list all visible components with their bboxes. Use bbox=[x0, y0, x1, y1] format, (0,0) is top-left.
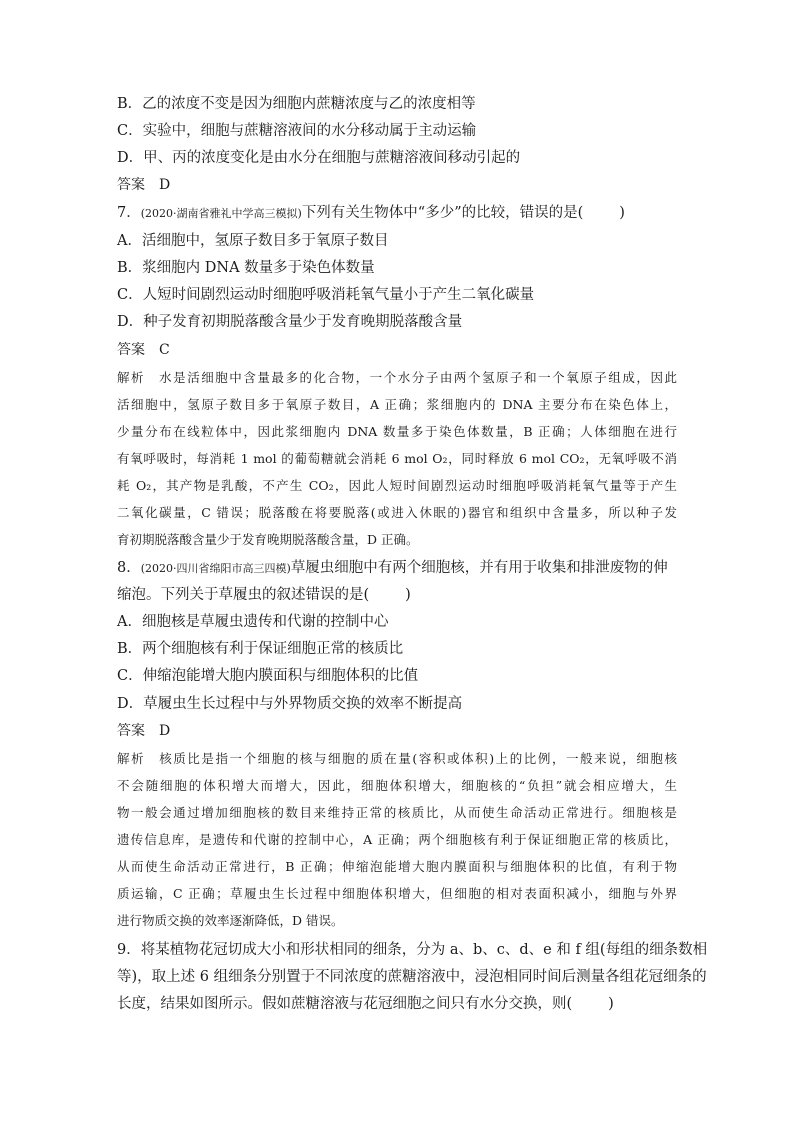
q8-stem-text-2: 缩泡。下列关于草履虫的叙述错误的是( bbox=[117, 587, 370, 603]
q8-option-b: B．两个细胞核有利于保证细胞正常的核质比 bbox=[117, 641, 404, 657]
q7-explanation-line: 解析 水是活细胞中含量最多的化合物，一个水分子由两个氢原子和一个氧原子组成，因此 bbox=[117, 370, 677, 385]
q7-stem bbox=[117, 203, 625, 224]
q7-stem-close: ) bbox=[619, 205, 625, 221]
q8-option-c: C．伸缩泡能增大胞内膜面积与细胞体积的比值 bbox=[117, 668, 419, 684]
q7-explanation-line: 二氧化碳量，C 错误；脱落酸在将要脱落(或进入休眠的)器官和组织中含量多，所以种子发 bbox=[117, 505, 677, 520]
q8-number: 8． bbox=[117, 560, 141, 576]
q9-stem-line3 bbox=[117, 994, 614, 1014]
q7-explanation-line: 育初期脱落酸含量少于发育晚期脱落酸含量，D 正确。 bbox=[117, 532, 419, 547]
q7-answer: 答案 C bbox=[117, 342, 170, 358]
q8-stem-text: 草履虫细胞中有两个细胞核，并有用于收集和排泄废物的伸 bbox=[290, 560, 668, 576]
q8-stem-close: ) bbox=[405, 587, 411, 603]
q7-explanation-line: 活细胞中，氢原子数目多于氧原子数目，A 正确；浆细胞内的 DNA 主要分布在染色体上， bbox=[117, 397, 677, 412]
q6-option-d: D．甲、丙的浓度变化是由水分在细胞与蔗糖溶液间移动引起的 bbox=[117, 150, 521, 166]
q7-option-a: A．活细胞中，氢原子数目多于氧原子数目 bbox=[117, 233, 389, 249]
q7-option-d: D．种子发育初期脱落酸含量少于发育晚期脱落酸含量 bbox=[117, 314, 463, 330]
q9-stem-line1: 9．将某植物花冠切成大小和形状相同的细条，分为 a、b、c、d、e 和 f 组(每组的细条数相 bbox=[117, 942, 708, 958]
q7-option-b: B．浆细胞内 DNA 数量多于染色体数量 bbox=[117, 260, 375, 276]
q8-explanation-line: 从而使生命活动正常进行，B 正确；伸缩泡能增大胞内膜面积与细胞体积的比值，有利于物 bbox=[117, 859, 677, 874]
q8-stem-line2 bbox=[117, 585, 411, 605]
q7-explanation-line: 少量分布在线粒体中，因此浆细胞内 DNA 数量多于染色体数量，B 正确；人体细胞在进行 bbox=[117, 424, 677, 439]
q8-explanation-line: 不会随细胞的体积增大而增大，因此，细胞体积增大，细胞核的“负担”就会相应增大，生 bbox=[117, 778, 677, 793]
q8-explanation-line: 进行物质交换的效率逐渐降低，D 错误。 bbox=[117, 913, 344, 928]
q8-option-d: D．草履虫生长过程中与外界物质交换的效率不断提高 bbox=[117, 696, 463, 712]
q9-stem-line2: 等)，取上述 6 组细条分别置于不同浓度的蔗糖溶液中，浸泡相同时间后测量各组花冠细条的 bbox=[117, 969, 707, 985]
q9-stem-text-3: 长度，结果如图所示。假如蔗糖溶液与花冠细胞之间只有水分交换，则( bbox=[117, 996, 573, 1012]
q8-answer: 答案 D bbox=[117, 723, 171, 739]
q8-explanation-line: 解析 核质比是指一个细胞的核与细胞的质在量(容积或体积)上的比例，一般来说，细胞核 bbox=[117, 751, 677, 766]
q8-explanation-line: 遗传信息库，是遗传和代谢的控制中心，A 正确；两个细胞核有利于保证细胞正常的核质比， bbox=[117, 832, 677, 847]
q8-option-a: A．细胞核是草履虫遗传和代谢的控制中心 bbox=[117, 614, 389, 630]
q7-explanation-line: 有氧呼吸时，每消耗 1 mol 的葡萄糖就会消耗 6 mol O₂，同时释放 6 mol CO₂，无氧呼吸不消 bbox=[117, 451, 677, 466]
q8-stem-line1 bbox=[117, 558, 668, 579]
q7-option-c: C．人短时间剧烈运动时细胞呼吸消耗氧气量小于产生二氧化碳量 bbox=[117, 287, 535, 303]
q7-source: (2020·湖南省雅礼中学高三模拟) bbox=[140, 207, 302, 220]
q6-answer: 答案 D bbox=[117, 177, 171, 193]
q9-stem-close: ) bbox=[608, 996, 614, 1012]
q8-explanation-line: 物一般会通过增加细胞核的数目来维持正常的核质比，从而使生命活动正常进行。细胞核是 bbox=[117, 805, 677, 820]
q8-source: (2020·四川省绵阳市高三四模) bbox=[140, 562, 291, 575]
q7-stem-text: 下列有关生物体中“多少”的比较，错误的是( bbox=[301, 205, 584, 221]
q6-option-b: B．乙的浓度不变是因为细胞内蔗糖浓度与乙的浓度相等 bbox=[117, 96, 476, 112]
q6-option-c: C．实验中，细胞与蔗糖溶液间的水分移动属于主动运输 bbox=[117, 123, 477, 139]
q8-explanation-line: 质运输，C 正确；草履虫生长过程中细胞体积增大，但细胞的相对表面积减小，细胞与外界 bbox=[117, 886, 677, 901]
q7-explanation-line: 耗 O₂，其产物是乳酸，不产生 CO₂，因此人短时间剧烈运动时细胞呼吸消耗氧气量等于产生 bbox=[117, 478, 677, 493]
q7-number: 7． bbox=[117, 205, 141, 221]
